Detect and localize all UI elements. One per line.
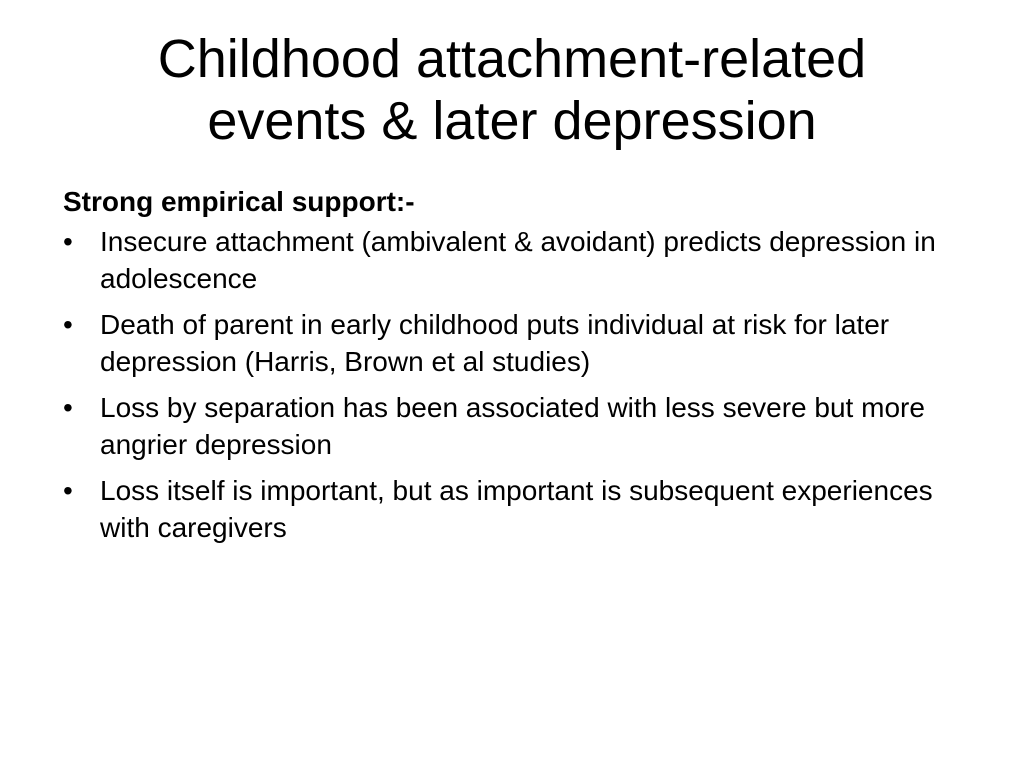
bullet-item: [63, 472, 983, 546]
slide-title-line-1: Childhood attachment-related: [157, 29, 867, 89]
bullet-text: Death of parent in early childhood puts individual at risk for later depression (Harris, Brown et al studies): [100, 309, 890, 377]
bullet-point-icon: •: [63, 392, 73, 423]
bullet-text: Loss by separation has been associated with less severe but more angrier depression: [100, 392, 925, 460]
bullet-point-icon: •: [63, 475, 73, 506]
slide-title-line-2: events & later depression: [207, 91, 817, 151]
subheading: Strong empirical support:-: [63, 186, 415, 217]
bullet-item: [63, 223, 983, 297]
bullet-item: [63, 306, 983, 380]
bullet-point-icon: •: [63, 226, 73, 257]
bullet-item: [63, 389, 983, 463]
slide-title: [0, 28, 1024, 152]
bullet-text: Insecure attachment (ambivalent & avoidant) predicts depression in adolescence: [100, 226, 936, 294]
bullet-text: Loss itself is important, but as important is subsequent experiences with caregivers: [100, 475, 933, 543]
bullet-point-icon: •: [63, 309, 73, 340]
bullet-list: [63, 223, 983, 546]
slide-body: [63, 183, 983, 555]
